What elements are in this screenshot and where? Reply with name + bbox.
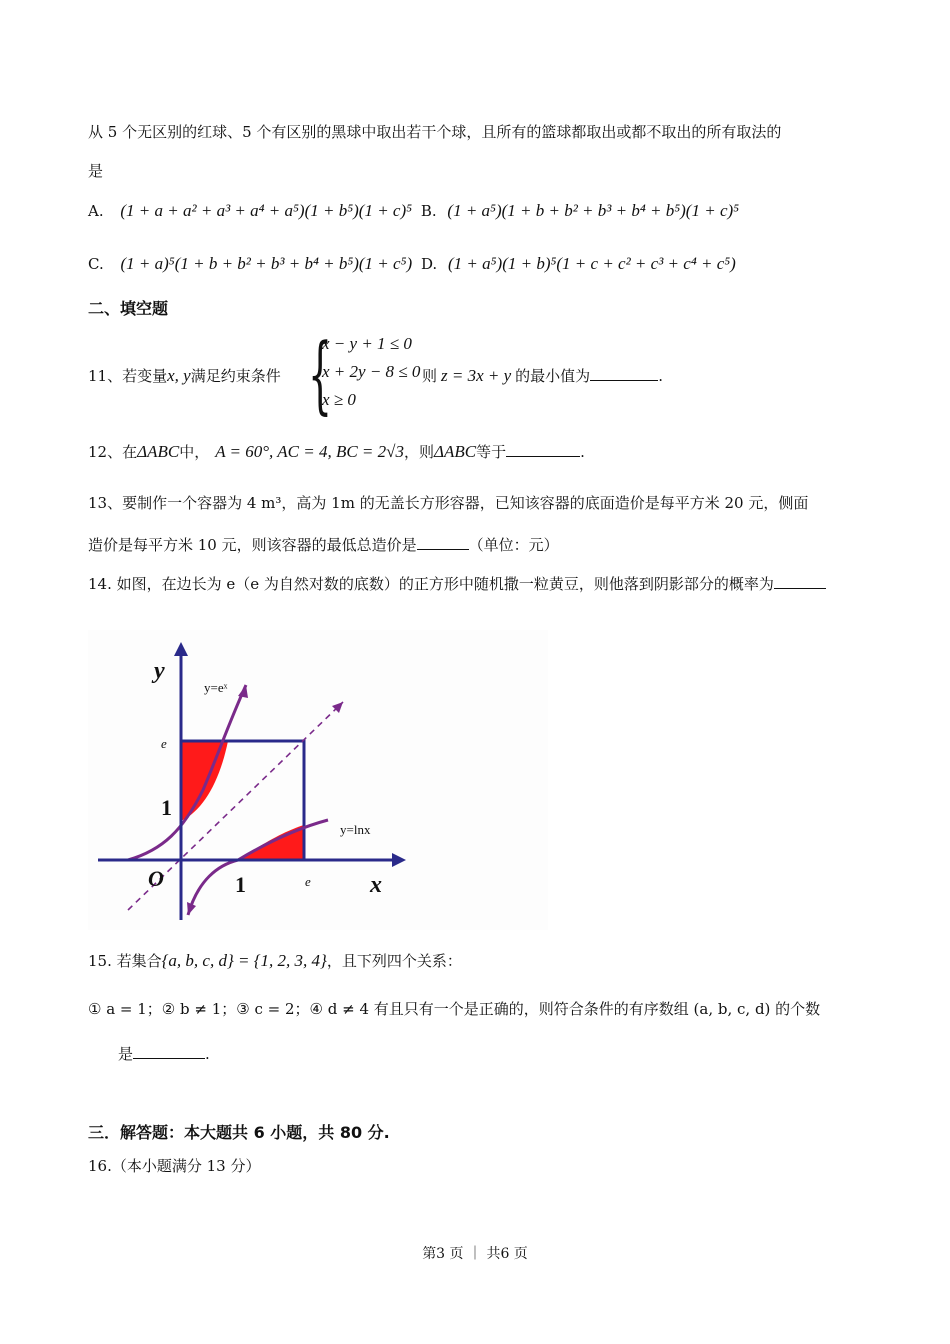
q11-mid: 满足约束条件 (190, 367, 281, 385)
q11-constraint-2: x + 2y − 8 ≤ 0 (322, 362, 421, 381)
brace-icon: { (308, 325, 333, 423)
q13-stem-2 (88, 534, 559, 555)
q12-mid: 中， (179, 443, 210, 461)
option-c-label: C. (88, 255, 104, 273)
section-2-heading: 二、填空题 (88, 299, 169, 318)
q11-suffix: 的最小值为 (515, 367, 591, 385)
label-y-one: 1 (161, 795, 172, 820)
option-a-expr: (1 + a + a² + a³ + a⁴ + a⁵)(1 + b⁵)(1 + c)⁵ (120, 201, 413, 220)
q10-options-ab (88, 201, 739, 221)
q15-suffix: ，且下列四个关系： (326, 952, 462, 970)
page-footer: 第3 页 ｜ 共6 页 (422, 1246, 528, 1262)
q12-triangle-2: ΔABC (433, 442, 477, 461)
section-3-heading: 三．解答题：本大题共 6 小题，共 80 分. (88, 1123, 390, 1142)
q13-stem-2a: 造价是每平方米 10 元，则该容器的最低总造价是 (88, 536, 417, 554)
q10-options-cd (88, 254, 736, 274)
q11-constraint-system (308, 325, 428, 423)
q14-stem (88, 573, 826, 594)
q15-stem-2: ① a = 1；② b ≠ 1；③ c = 2；④ d ≠ 4 有且只有一个是正确的，则符合条件的有序数组 (a, b, c, d) 的个数 (88, 1000, 821, 1018)
q15-set: {a, b, c, d} = {1, 2, 3, 4} (161, 951, 327, 970)
q11-tail (422, 365, 663, 386)
option-c-expr: (1 + a)⁵(1 + b + b² + b³ + b⁴ + b⁵)(1 + c⁵) (120, 254, 413, 273)
q11-constraint-3: x ≥ 0 (322, 390, 356, 409)
q11-constraint-1: x − y + 1 ≤ 0 (322, 334, 412, 353)
q11-prefix: 11、若变量 (88, 367, 168, 385)
q13-stem-2b: （单位：元） (468, 536, 559, 554)
q10-stem-cont: 是 (88, 162, 104, 180)
q15-answer-blank[interactable] (133, 1044, 205, 1059)
q15-stem-1 (88, 950, 462, 971)
q14-text: 14. 如图，在边长为 e（e 为自然对数的底数）的正方形中随机撒一粒黄豆，则他落到阴影部分的概率为 (88, 575, 774, 593)
q15-stem-3 (118, 1043, 210, 1064)
q15-line3: 是 (118, 1045, 134, 1063)
q13-stem-1: 13、要制作一个容器为 4 m³，高为 1m 的无盖长方形容器，已知该容器的底面造价是每平方米 20 元，侧面 (88, 494, 809, 512)
option-d-label: D. (420, 255, 438, 273)
option-a-label: A. (88, 202, 104, 220)
q12-then: ，则 (403, 443, 434, 461)
option-b-expr: (1 + a⁵)(1 + b + b² + b³ + b⁴ + b⁵)(1 + c)⁵ (447, 201, 740, 220)
label-x-e: e (305, 874, 311, 889)
label-x: x (370, 872, 382, 898)
q14-answer-blank[interactable] (774, 574, 826, 589)
q16-stem: 16.（本小题满分 13 分） (88, 1157, 261, 1175)
q11-answer-blank[interactable] (590, 366, 658, 381)
q12-conditions: A = 60°, AC = 4, BC = 2√3 (215, 442, 404, 461)
label-y-e: e (161, 736, 167, 751)
option-d-expr: (1 + a⁵)(1 + b)⁵(1 + c + c² + c³ + c⁴ + c⁵) (447, 254, 736, 273)
q11-end: . (658, 367, 663, 385)
q11-stem (88, 365, 281, 386)
q15-end: . (205, 1045, 210, 1063)
q12-end: . (580, 443, 585, 461)
label-curve-ln: y=lnx (340, 822, 371, 837)
q11-expr: z = 3x + y (441, 366, 512, 385)
option-b-label: B. (420, 202, 437, 220)
label-y: y (154, 658, 165, 684)
q14-figure (88, 630, 548, 930)
q12-stem (88, 441, 585, 462)
q15-prefix: 15. 若集合 (88, 952, 162, 970)
q12-suffix: 等于 (476, 443, 507, 461)
q12-prefix: 12、在 (88, 443, 138, 461)
label-curve-exp: y=eˣ (204, 680, 228, 695)
q13-answer-blank[interactable] (417, 535, 469, 550)
label-origin: O (148, 866, 164, 891)
label-x-one: 1 (235, 872, 246, 897)
q12-answer-blank[interactable] (506, 442, 580, 457)
q11-vars: x, y (167, 366, 191, 385)
q12-triangle: ΔABC (137, 442, 180, 461)
q10-stem: 从 5 个无区别的红球、5 个有区别的黑球中取出若干个球，且所有的篮球都取出或都不取出的所有取法的 (88, 123, 782, 141)
q11-then: 则 (422, 367, 438, 385)
